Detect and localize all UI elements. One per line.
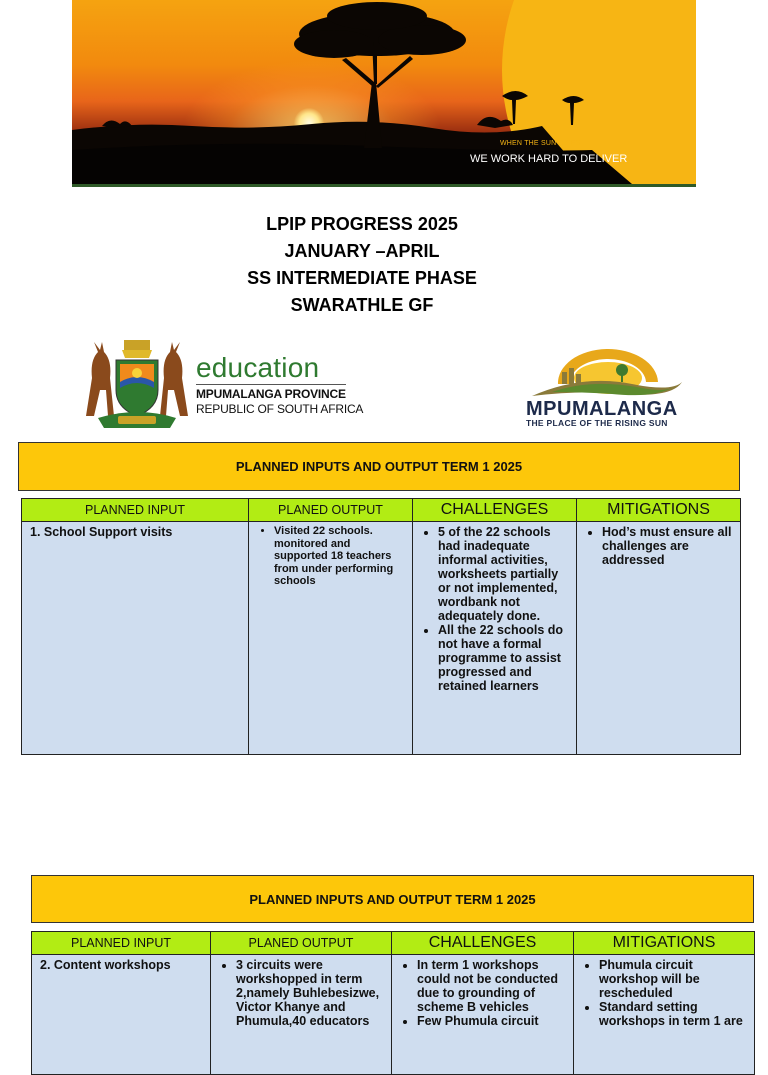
planned-output-cell <box>249 522 413 755</box>
mitigations-cell <box>574 955 755 1075</box>
list-item: • Standard setting workshops in term 1 are <box>599 1000 748 1028</box>
list-item: • Phumula circuit workshop will be rescheduled <box>599 958 748 1000</box>
logo-divider <box>196 384 346 385</box>
list-item: • All the 22 schools do not have a formal programme to assist progressed and retained learners <box>438 623 570 693</box>
republic-name: REPUBLIC OF SOUTH AFRICA <box>196 402 364 416</box>
education-department-logo <box>78 338 364 430</box>
mitigations-cell <box>577 522 741 755</box>
rising-sun-emblem-icon <box>522 348 692 400</box>
header-banner-image <box>72 0 696 187</box>
title-line: SWARATHLE GF <box>290 295 434 315</box>
title-line: LPIP PROGRESS 2025 <box>266 214 458 234</box>
column-header-planned-input: PLANNED INPUT <box>22 499 249 522</box>
province-slogan: THE PLACE OF THE RISING SUN <box>526 418 668 428</box>
list-item: • Hod’s must ensure all challenges are addressed <box>602 525 734 567</box>
table-header-row <box>22 499 741 522</box>
planned-output-cell <box>211 955 392 1075</box>
column-header-mitigations: MITIGATIONS <box>574 932 755 955</box>
column-header-planned-output: PLANED OUTPUT <box>249 499 413 522</box>
column-header-mitigations: MITIGATIONS <box>577 499 741 522</box>
province-wordmark: MPUMALANGA <box>526 398 678 420</box>
planned-input-cell: 1. School Support visits <box>22 522 249 755</box>
challenges-cell <box>413 522 577 755</box>
banner-tagline: WE WORK HARD TO DELIVER <box>470 153 628 165</box>
list-item: • 3 circuits were workshopped in term 2,namely Buhlebesizwe, Victor Khanye and Phumula,40 educators <box>236 958 385 1028</box>
banner-tagline-small: WHEN THE SUN RISES <box>500 140 581 147</box>
column-header-challenges: CHALLENGES <box>392 932 574 955</box>
title-line: JANUARY –APRIL <box>284 241 440 261</box>
section-heading: PLANNED INPUTS AND OUTPUT TERM 1 2025 <box>18 442 740 491</box>
mpumalanga-province-logo <box>522 348 692 430</box>
list-item: • Visited 22 schools. monitored and supported 18 teachers from under performing schools <box>274 525 406 588</box>
column-header-planned-input: PLANNED INPUT <box>32 932 211 955</box>
title-line: SS INTERMEDIATE PHASE <box>247 268 477 288</box>
section-heading: PLANNED INPUTS AND OUTPUT TERM 1 2025 <box>31 875 754 923</box>
column-header-planned-output: PLANED OUTPUT <box>211 932 392 955</box>
education-wordmark: education <box>196 352 320 383</box>
table-row <box>32 955 755 1075</box>
list-item: • In term 1 workshops could not be conducted due to grounding of scheme B vehicles <box>417 958 567 1014</box>
progress-table <box>21 498 741 755</box>
progress-table <box>31 931 755 1075</box>
planned-input-cell: 2. Content workshops <box>32 955 211 1075</box>
list-item: • Few Phumula circuit <box>417 1014 567 1028</box>
table-row <box>22 522 741 755</box>
challenges-cell <box>392 955 574 1075</box>
column-header-challenges: CHALLENGES <box>413 499 577 522</box>
document-title <box>0 211 724 319</box>
coat-of-arms-icon <box>78 338 196 430</box>
list-item: • 5 of the 22 schools had inadequate informal activities, worksheets partially or not implemented, wordbank not adequately done. <box>438 525 570 623</box>
table-header-row <box>32 932 755 955</box>
province-name: MPUMALANGA PROVINCE <box>196 387 346 401</box>
